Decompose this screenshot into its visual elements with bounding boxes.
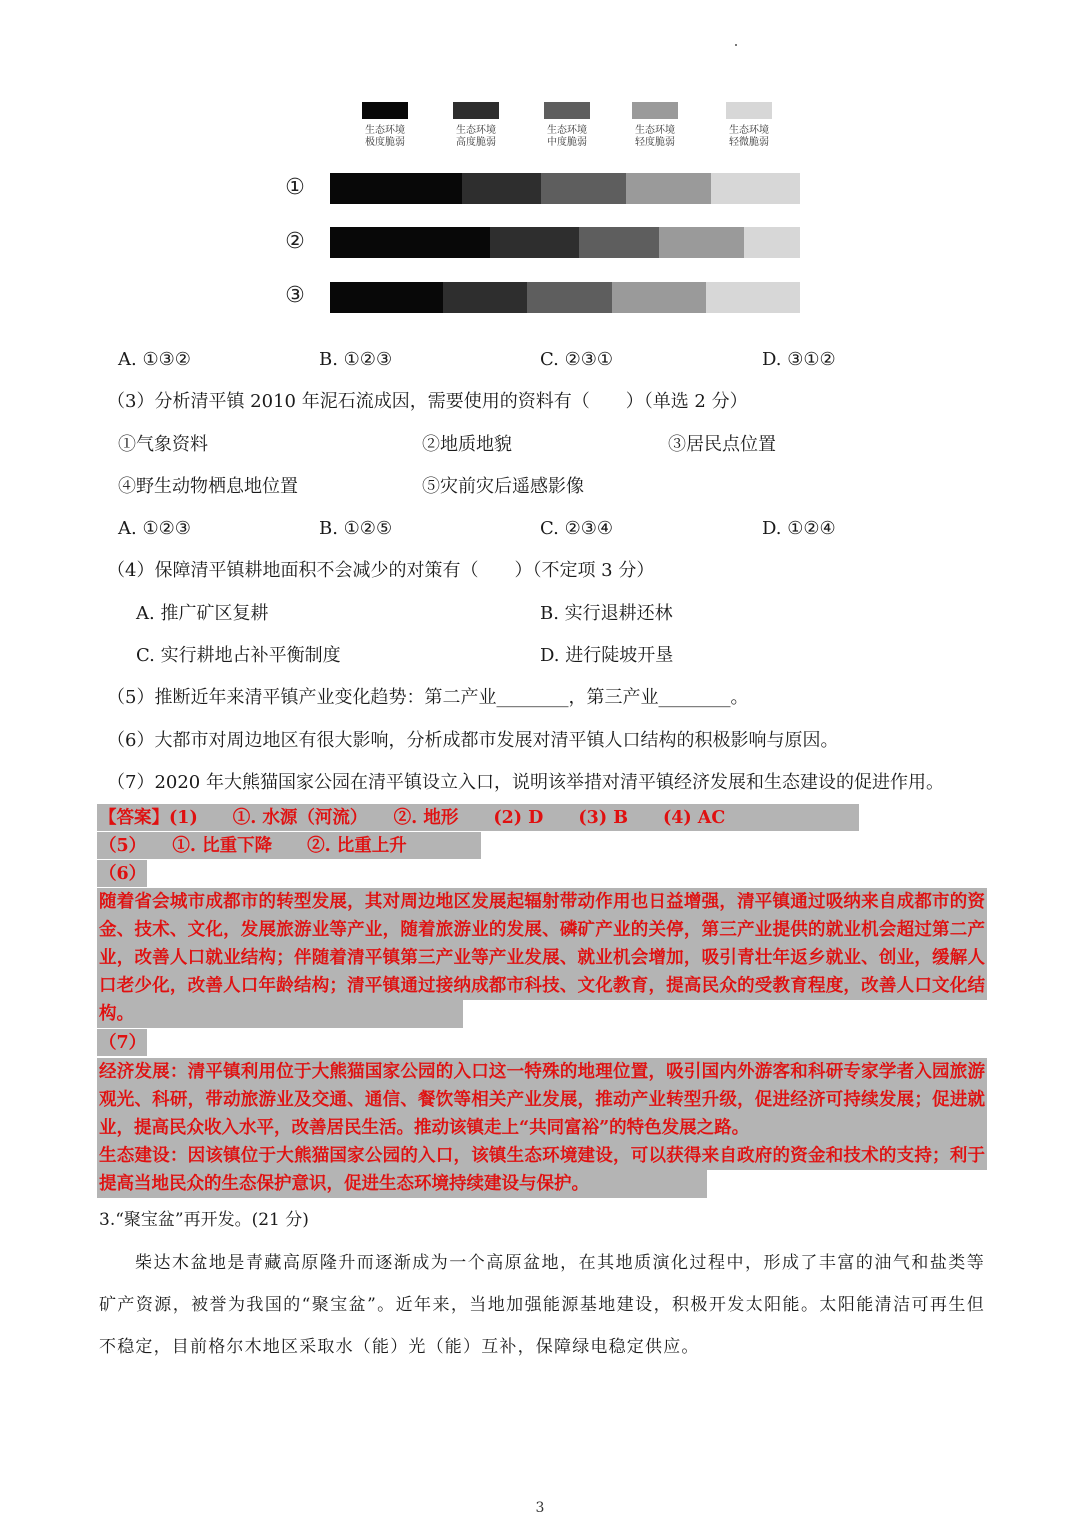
- bar-segment: [626, 173, 711, 204]
- page-number: 3: [535, 1500, 545, 1516]
- legend-label: 生态环境 轻度脆弱: [635, 125, 675, 148]
- bar-segment: [612, 282, 706, 313]
- bar-segment: [579, 227, 659, 258]
- legend-label: 生态环境 高度脆弱: [456, 125, 496, 148]
- bar-segment: [659, 227, 744, 258]
- bar-segment: [711, 173, 800, 204]
- bar-segment: [541, 173, 626, 204]
- bar-segment: [330, 227, 490, 258]
- answer-paragraph-7-ecology: 生态建设：因该镇位于大熊猫国家公园的入口，该镇生态环境建设，可以获得来自政府的资金和技术的支持；利于提高当地民众的生态保护意识，促进生态环境持续建设与保护。: [99, 1146, 985, 1194]
- legend-item: [436, 102, 516, 149]
- legend-swatch: [362, 102, 408, 119]
- legend-item: [615, 102, 695, 149]
- answer-paragraph-7-economy: 经济发展：清平镇利用位于大熊猫国家公园的入口这一特殊的地理位置，吸引国内外游客和科研专家学者入园旅游观光、科研，带动旅游业及交通、通信、餐饮等相关产业发展，推动产业转型升级，促进经济可持续发展；促进就业，提高民众收入水平，改善居民生活。推动该镇走上“共同富裕”的特色发展之路。: [99, 1062, 985, 1138]
- stacked-bar: [330, 282, 800, 313]
- q5-stem: （5）推断近年来清平镇产业变化趋势：第二产业________，第三产业________。: [107, 687, 749, 708]
- legend-label: 生态环境 中度脆弱: [547, 125, 587, 148]
- q3-item: ③居民点位置: [668, 434, 776, 455]
- legend-item: [527, 102, 607, 149]
- answer-line-2: （5） ①. 比重下降 ②. 比重上升: [99, 836, 407, 856]
- legend-swatch: [453, 102, 499, 119]
- q2-option-a: A. ①③②: [118, 349, 191, 370]
- q3-item: ①气象资料: [118, 434, 208, 455]
- q3-option-b: B. ①②⑤: [319, 518, 393, 539]
- q4-option-d: D. 进行陡坡开垦: [540, 645, 674, 666]
- q3-item: ⑤灾前灾后遥感影像: [422, 476, 584, 497]
- q4-option-a: A. 推广矿区复耕: [136, 603, 269, 624]
- bar-label: ①: [285, 175, 305, 200]
- bar-segment: [330, 282, 443, 313]
- q2-option-d: D. ③①②: [762, 349, 836, 370]
- q3-passage: 柴达木盆地是青藏高原隆升而逐渐成为一个高原盆地，在其地质演化过程中，形成了丰富的油气和盐类等矿产资源，被誉为我国的“聚宝盆”。近年来，当地加强能源基地建设，积极开发太阳能。太阳能清洁可再生但不稳定，目前格尔木地区采取水（能）光（能）互补，保障绿电稳定供应。: [99, 1253, 985, 1357]
- bar-segment: [744, 227, 800, 258]
- legend-label: 生态环境 极度脆弱: [365, 125, 405, 148]
- legend-swatch: [726, 102, 772, 119]
- bar-segment: [443, 282, 528, 313]
- bar-segment: [462, 173, 542, 204]
- legend-swatch: [544, 102, 590, 119]
- q4-option-c: C. 实行耕地占补平衡制度: [136, 645, 341, 666]
- q3-title: 3.“聚宝盆”再开发。(21 分): [99, 1210, 309, 1230]
- legend-item: [345, 102, 425, 149]
- bar-segment: [527, 282, 612, 313]
- q4-option-b: B. 实行退耕还林: [540, 603, 673, 624]
- q6-stem: （6）大都市对周边地区有很大影响，分析成都市发展对清平镇人口结构的积极影响与原因。: [107, 730, 839, 751]
- q4-stem: （4）保障清平镇耕地面积不会减少的对策有（ ）（不定项 3 分）: [107, 560, 655, 581]
- legend-label: 生态环境 轻微脆弱: [729, 125, 769, 148]
- q3-option-d: D. ①②④: [762, 518, 836, 539]
- q3-item: ②地质地貌: [422, 434, 512, 455]
- bar-segment: [330, 173, 462, 204]
- answer-line-1: 【答案】(1) ①. 水源（河流） ②. 地形 (2) D (3) B (4) AC: [99, 808, 726, 828]
- answer-paragraph-6: 随着省会城市成都市的转型发展，其对周边地区发展起辐射带动作用也日益增强，清平镇通过吸纳来自成都市的资金、技术、文化，发展旅游业等产业，随着旅游业的发展、磷矿产业的关停，第三产业提供的就业机会超过第二产业，改善人口就业结构；伴随着清平镇第三产业等产业发展、就业机会增加，吸引青壮年返乡就业、创业，缓解人口老少化，改善人口年龄结构；清平镇通过接纳成都市科技、文化教育，提高民众的受教育程度，改善人口文化结构。: [99, 892, 985, 1024]
- q2-option-b: B. ①②③: [319, 349, 393, 370]
- answer-label-7: （7）: [99, 1033, 147, 1053]
- bar-label: ③: [285, 283, 305, 308]
- bar-segment: [706, 282, 800, 313]
- legend-swatch: [632, 102, 678, 119]
- q7-stem: （7）2020 年大熊猫国家公园在清平镇设立入口，说明该举措对清平镇经济发展和生态建设的促进作用。: [107, 772, 944, 793]
- bar-label: ②: [285, 229, 305, 254]
- q3-option-c: C. ②③④: [540, 518, 613, 539]
- answer-label-6: （6）: [99, 864, 147, 884]
- stacked-bar: [330, 227, 800, 258]
- q3-item: ④野生动物栖息地位置: [118, 476, 298, 497]
- scan-dot: [735, 44, 737, 46]
- q3-stem: （3）分析清平镇 2010 年泥石流成因，需要使用的资料有（ ）（单选 2 分）: [107, 391, 748, 412]
- q3-option-a: A. ①②③: [118, 518, 191, 539]
- bar-segment: [490, 227, 579, 258]
- stacked-bar: [330, 173, 800, 204]
- q2-option-c: C. ②③①: [540, 349, 613, 370]
- legend-item: [709, 102, 789, 149]
